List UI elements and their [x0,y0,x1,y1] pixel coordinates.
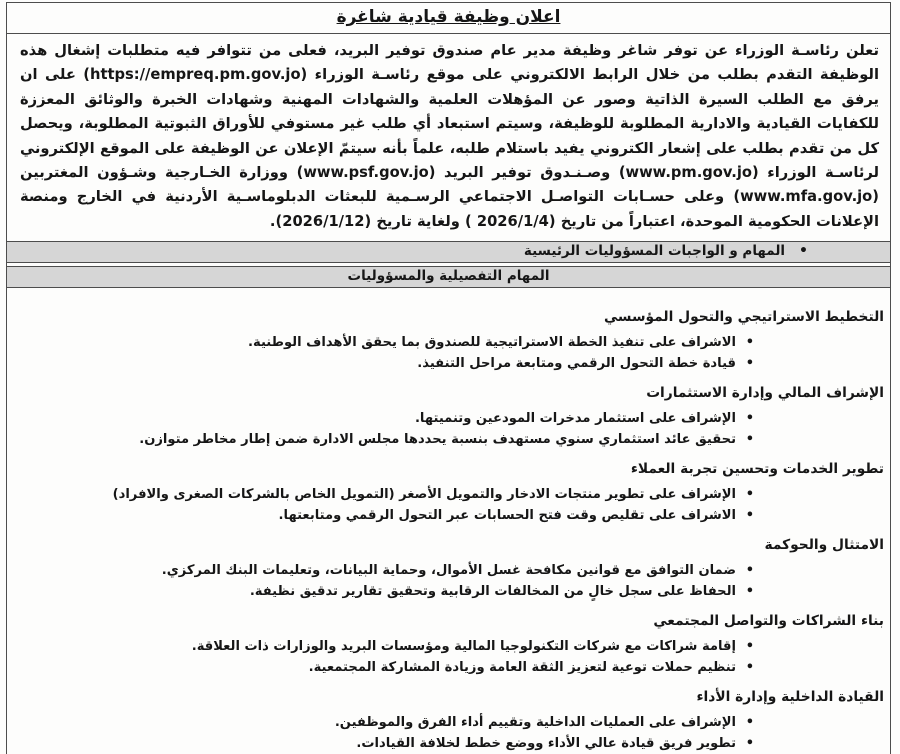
bullet-icon [785,243,808,259]
list-item: • الاشراف على تقليص وقت فتح الحسابات عبر التحول الرقمي ومتابعتها. [19,506,756,526]
section-list [19,637,884,677]
list-item: • تحقيق عائد استثماري سنوي مستهدف بنسبة يحددها مجلس الادارة ضمن إطار مخاطر متوازن. [19,430,756,450]
sections-area [7,288,890,753]
section-partnerships-community [19,613,884,677]
section-financial-oversight [19,385,884,449]
list-item: • الإشراف على العمليات الداخلية وتقييم أداء الفرق والموظفين. [19,713,756,733]
section-heading: الامتثال والحوكمة [764,537,884,554]
section-list [19,561,884,601]
intro-paragraph: تعلن رئاسـة الوزراء عن توفر شاغر وظيفة مدير عام صندوق توفير البريد، فعلى من تتوافر فيه متطلبات إشغال هذه الوظيفة التقدم بطلب من خلال الرابط الالكتروني على موقع رئاسـة الوزراء (https://empreq.pm.gov.jo) على ان يرفق مع الطلب السيرة الذاتية وصور عن المؤهلات العلمية والشهادات المهنية وشهادات الخبرة والوثائق المعززة للكفايات القيادية والادارية المطلوبة للوظيفة، وسيتم استبعاد أي طلب غير مستوفي للأوراق الثبوتية المطلوبة، ويحصل كل من تقدم بطلب على إشعار الكتروني يفيد باستلام طلبه، علماً بأنه سيتمّ الإعلان عن الوظيفة على الموقع الإلكتروني لرئاسـة الوزراء (www.pm.gov.jo) وصـنـدوق توفير البريد (www.psf.gov.jo) ووزارة الخـارجية وشـؤون المغتربين (www.mfa.gov.jo) وعلى حسـابات التواصـل الاجتماعي الرسـمية للبعثات الدبلوماسـية الأردنية في الخارج ومنصة الإعلانات الحكومية الموحدة، اعتباراً من تاريخ (2026/1/4 ) ولغاية تاريخ (2026/1/12). [20,42,880,230]
document-title: اعلان وظيفة قيادية شاغرة [336,7,561,27]
banner-main-duties-label: المهام و الواجبات المسؤوليات الرئيسية [523,243,786,260]
section-heading: تطوير الخدمات وتحسين تجربة العملاء [630,461,884,478]
section-list [19,409,884,449]
list-item: • الإشراف على استثمار مدخرات المودعين وتنميتها. [19,409,756,429]
section-strategic-planning [19,309,884,373]
section-heading: القيادة الداخلية وإدارة الأداء [696,689,884,706]
list-item: • ضمان التوافق مع قوانين مكافحة غسل الأموال، وحماية البيانات، وتعليمات البنك المركزي. [19,561,756,581]
section-heading: الإشراف المالي وإدارة الاستثمارات [646,385,884,402]
list-item: • تطوير فريق قيادة عالي الأداء ووضع خطط لخلافة القيادات. [19,734,756,754]
banner-detailed-duties [7,266,890,288]
banner-detailed-duties-label: المهام التفصيلية والمسؤوليات [347,268,550,285]
document-title-row [7,3,890,34]
list-item: • الحفاظ على سجل خالٍ من المخالفات الرقابية وتحقيق تقارير تدقيق نظيفة. [19,582,756,602]
section-service-development [19,461,884,525]
section-heading: بناء الشراكات والتواصل المجتمعي [653,613,884,630]
section-internal-leadership [19,689,884,753]
list-item: • قيادة خطة التحول الرقمي ومتابعة مراحل التنفيذ. [19,354,756,374]
list-item: • تنظيم حملات توعية لتعزيز الثقة العامة وزيادة المشاركة المجتمعية. [19,658,756,678]
list-item: • إقامة شراكات مع شركات التكنولوجيا المالية ومؤسسات البريد والوزارات ذات العلاقة. [19,637,756,657]
list-item: • الاشراف على تنفيذ الخطة الاستراتيجية للصندوق بما يحقق الأهداف الوطنية. [19,333,756,353]
section-list [19,333,884,373]
section-compliance-governance [19,537,884,601]
banner-main-duties [7,241,890,263]
section-list [19,485,884,525]
section-heading: التخطيط الاستراتيجي والتحول المؤسسي [603,309,884,326]
section-list [19,713,884,753]
document-frame [6,2,891,754]
list-item: • الإشراف على تطوير منتجات الادخار والتمويل الأصغر (التمويل الخاص بالشركات الصغرى والافراد) [19,485,756,505]
